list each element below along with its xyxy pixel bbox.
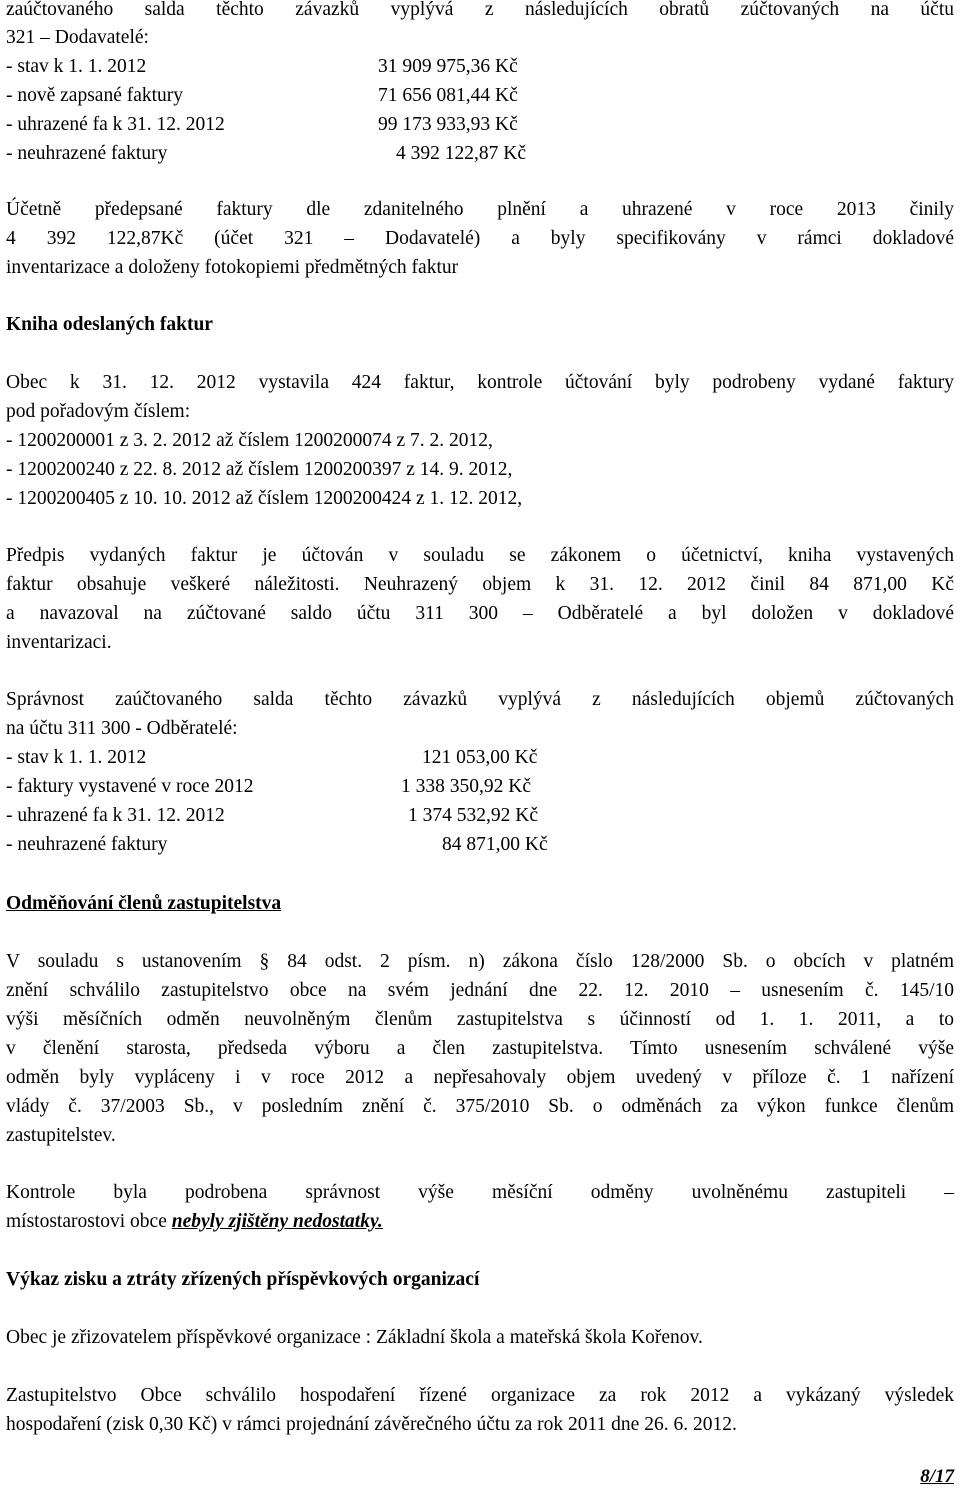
balance-row — [6, 777, 954, 797]
row-value: 71 656 081,44 Kč — [378, 85, 518, 106]
conclusion-prefix: místostarostovi obce — [6, 1211, 172, 1232]
balance-row — [6, 57, 954, 77]
section-heading: Výkaz zisku a ztráty zřízených příspěvkových organizací — [6, 1269, 480, 1290]
paragraph-line — [6, 1212, 954, 1232]
paragraph-line: inventarizaci. — [6, 632, 112, 653]
conclusion-emphasis: nebyly zjištěny nedostatky. — [171, 1211, 383, 1232]
paragraph-line: Obec je zřizovatelem příspěvkové organizace : Základní škola a mateřská škola Kořenov. — [6, 1327, 703, 1348]
invoice-range-line: - 1200200240 z 22. 8. 2012 až číslem 1200200397 z 14. 9. 2012, — [6, 459, 513, 480]
row-label: - uhrazené fa k 31. 12. 2012 — [6, 805, 225, 826]
balance-row — [6, 86, 954, 106]
paragraph-line: odměn byly vypláceny i v roce 2012 a nepřesahovaly objem uvedený v příloze č. 1 nařízení — [6, 1067, 954, 1088]
page-number: 8/17 — [920, 1466, 954, 1487]
paragraph-line: Účetně předepsané faktury dle zdanitelného plnění a uhrazené v roce 2013 činily — [6, 199, 954, 220]
paragraph-line: hospodaření (zisk 0,30 Kč) v rámci projednání závěrečného účtu za rok 2011 dne 26. 6. 2012. — [6, 1414, 737, 1435]
row-label: - faktury vystavené v roce 2012 — [6, 776, 254, 797]
row-value: 99 173 933,93 Kč — [378, 114, 518, 135]
paragraph-line: Obec k 31. 12. 2012 vystavila 424 faktur, kontrole účtování byly podrobeny vydané faktury — [6, 372, 954, 393]
row-label: - neuhrazené faktury — [6, 834, 168, 855]
paragraph-line: 4 392 122,87Kč (účet 321 – Dodavatelé) a byly specifikovány v rámci dokladové — [6, 228, 954, 249]
paragraph-line: v členění starosta, předseda výboru a člen zastupitelstva. Tímto usnesením schválené výše — [6, 1038, 954, 1059]
balance-row — [6, 806, 954, 826]
balance-row — [6, 748, 954, 768]
paragraph-line: Předpis vydaných faktur je účtován v souladu se zákonem o účetnictví, kniha vystavených — [6, 545, 954, 566]
row-label: - stav k 1. 1. 2012 — [6, 747, 147, 768]
paragraph-line: V souladu s ustanovením § 84 odst. 2 písm. n) zákona číslo 128/2000 Sb. o obcích v platném — [6, 951, 954, 972]
row-value: 1 374 532,92 Kč — [408, 805, 538, 826]
row-label: - stav k 1. 1. 2012 — [6, 56, 147, 77]
row-value: 84 871,00 Kč — [442, 834, 548, 855]
paragraph-line: zaúčtovaného salda těchto závazků vyplývá z následujících obratů zúčtovaných na účtu — [6, 0, 954, 20]
balance-row — [6, 115, 954, 135]
paragraph-line: a navazoval na zúčtované saldo účtu 311 300 – Odběratelé a byl doložen v dokladové — [6, 603, 954, 624]
row-value: 1 338 350,92 Kč — [401, 776, 531, 797]
row-value: 31 909 975,36 Kč — [378, 56, 518, 77]
paragraph-line: 321 – Dodavatelé: — [6, 27, 149, 48]
row-value: 121 053,00 Kč — [422, 747, 538, 768]
paragraph-line: faktur obsahuje veškeré náležitosti. Neuhrazený objem k 31. 12. 2012 činil 84 871,00 Kč — [6, 574, 954, 595]
section-heading: Odměňování členů zastupitelstva — [6, 893, 282, 914]
balance-row — [6, 835, 954, 855]
paragraph-line: vlády č. 37/2003 Sb., v posledním znění č. 375/2010 Sb. o odměnách za výkon funkce členům — [6, 1096, 954, 1117]
paragraph-line: výši měsíčních odměn neuvolněným členům zastupitelstva s účinností od 1. 1. 2011, a to — [6, 1009, 954, 1030]
invoice-range-line: - 1200200001 z 3. 2. 2012 až číslem 1200200074 z 7. 2. 2012, — [6, 430, 493, 451]
paragraph-line: Kontrole byla podrobena správnost výše měsíční odměny uvolněnému zastupiteli – — [6, 1182, 954, 1203]
section-heading: Kniha odeslaných faktur — [6, 314, 213, 335]
paragraph-line: znění schválilo zastupitelstvo obce na svém jednání dne 22. 12. 2010 – usnesením č. 145/10 — [6, 980, 954, 1001]
paragraph-line: Zastupitelstvo Obce schválilo hospodaření řízené organizace za rok 2012 a vykázaný výsledek — [6, 1385, 954, 1406]
paragraph-line: zastupitelstev. — [6, 1125, 116, 1146]
balance-row — [6, 144, 954, 164]
row-value: 4 392 122,87 Kč — [396, 143, 526, 164]
paragraph-line: inventarizace a doloženy fotokopiemi předmětných faktur — [6, 257, 459, 278]
paragraph-line: na účtu 311 300 - Odběratelé: — [6, 718, 238, 739]
paragraph-line: pod pořadovým číslem: — [6, 401, 191, 422]
row-label: - uhrazené fa k 31. 12. 2012 — [6, 114, 225, 135]
row-label: - nově zapsané faktury — [6, 85, 184, 106]
paragraph-line: Správnost zaúčtovaného salda těchto závazků vyplývá z následujících objemů zúčtovaných — [6, 689, 954, 710]
invoice-range-line: - 1200200405 z 10. 10. 2012 až číslem 1200200424 z 1. 12. 2012, — [6, 488, 523, 509]
row-label: - neuhrazené faktury — [6, 143, 168, 164]
